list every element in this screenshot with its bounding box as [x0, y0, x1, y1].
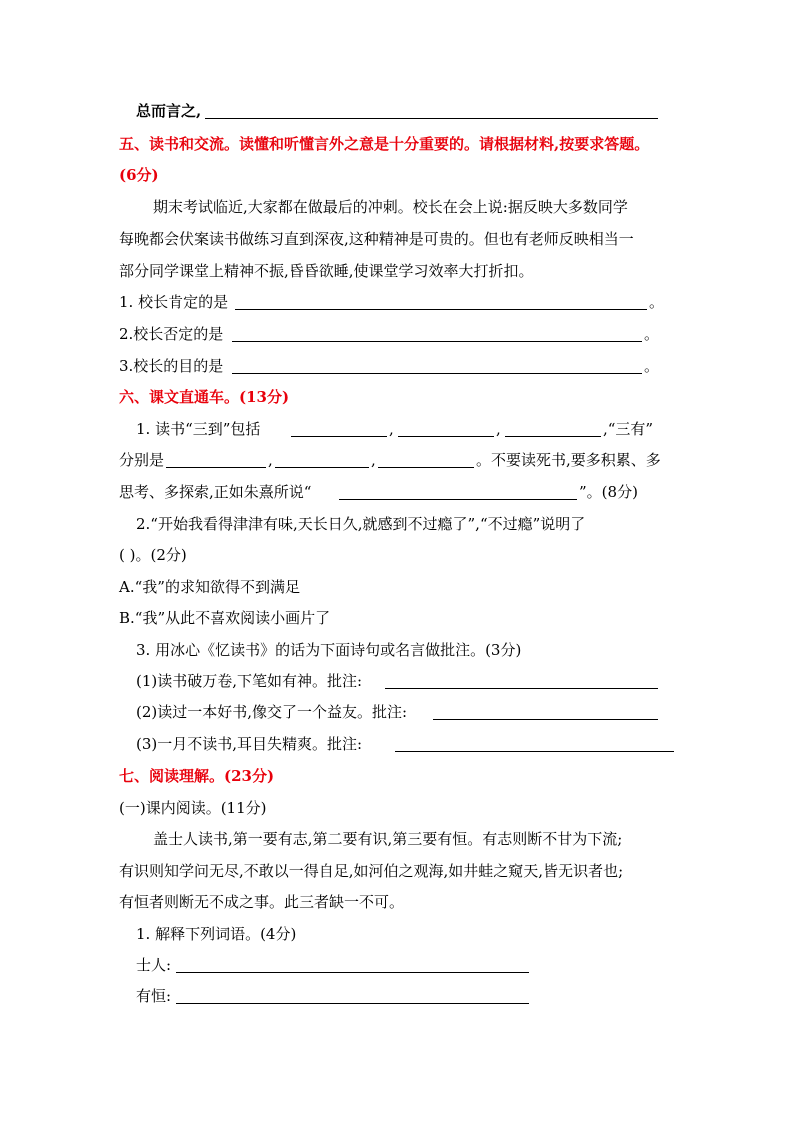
definition-blank[interactable]	[176, 957, 529, 973]
term-label: 有恒:	[136, 987, 172, 1005]
annotation-blank[interactable]	[395, 736, 674, 752]
question-text: 3. 用冰心《忆读书》的话为下面诗句或名言做批注。(3分)	[136, 641, 522, 659]
section7-passage-line-3	[0, 890, 793, 914]
section6-q3-item-3	[0, 732, 793, 756]
section5-passage-line-3	[0, 259, 793, 283]
passage-text: 每晚都会伏案读书做练习直到深夜,这种精神是可贵的。但也有老师反映相当一	[119, 230, 634, 248]
question-label: 3.校长的目的是	[119, 357, 224, 375]
section7-q1-term-2	[0, 984, 793, 1008]
section6-q2-option-b[interactable]	[0, 606, 793, 630]
question-end: 。	[644, 357, 660, 375]
summary-label: 总而言之,	[136, 102, 202, 120]
item-text: (2)读过一本好书,像交了一个益友。批注:	[136, 703, 408, 721]
section6-heading	[0, 385, 793, 409]
annotation-blank[interactable]	[385, 673, 658, 689]
passage-text: 盖士人读书,第一要有志,第二要有识,第三要有恒。有志则断不甘为下流;	[153, 830, 623, 848]
section6-q1-line-3	[0, 480, 793, 504]
comma-text: ,	[268, 451, 273, 469]
question-text: 分别是	[119, 451, 165, 469]
passage-text: 部分同学课堂上精神不振,昏昏欲睡,使课堂学习效率大打折扣。	[119, 262, 534, 280]
section7-q1-prompt	[0, 922, 793, 946]
question-text: 。不要读死书,要多积累、多	[476, 451, 661, 469]
section6-q3-item-2	[0, 700, 793, 724]
section5-heading-text: 五、读书和交流。读懂和听懂言外之意是十分重要的。请根据材料,按要求答题。	[119, 135, 650, 153]
section6-heading-text: 六、课文直通车。(13分)	[119, 388, 290, 406]
passage-text: 有恒者则断无不成之事。此三者缺一不可。	[119, 893, 405, 911]
option-text: A.“我”的求知欲得不到满足	[119, 578, 300, 596]
definition-blank[interactable]	[176, 988, 529, 1004]
section6-q3-item-1	[0, 669, 793, 693]
answer-blank[interactable]	[339, 484, 577, 500]
item-text: (1)读书破万卷,下笔如有神。批注:	[136, 672, 363, 690]
section5-score	[0, 163, 793, 187]
answer-blank[interactable]	[166, 452, 266, 468]
section6-q1-line-2	[0, 448, 793, 472]
question-label: 2.校长否定的是	[119, 325, 224, 343]
question-text: 思考、多探索,正如朱熹所说“	[119, 483, 312, 501]
question-text: 1. 解释下列词语。(4分)	[136, 925, 297, 943]
section5-question-3	[0, 354, 793, 378]
answer-blank[interactable]	[235, 294, 647, 310]
section6-q1-line-1	[0, 417, 793, 441]
question-end: 。	[644, 325, 660, 343]
answer-blank[interactable]	[232, 358, 642, 374]
question-text: ”。(8分)	[579, 483, 638, 501]
question-text: 2.“开始我看得津津有味,天长日久,就感到不过瘾了”,“不过瘾”说明了	[136, 515, 586, 533]
passage-text: 期末考试临近,大家都在做最后的冲刺。校长在会上说:据反映大多数同学	[153, 198, 628, 216]
section7-heading-text: 七、阅读理解。(23分)	[119, 767, 275, 785]
answer-blank[interactable]	[378, 452, 474, 468]
annotation-blank[interactable]	[433, 704, 658, 720]
answer-blank[interactable]	[232, 326, 642, 342]
section6-q2-line-1	[0, 512, 793, 536]
answer-blank[interactable]	[275, 452, 369, 468]
option-text: B.“我”从此不喜欢阅读小画片了	[119, 609, 331, 627]
summary-line	[0, 99, 793, 123]
question-end: 。	[649, 293, 665, 311]
section5-score-text: (6分)	[119, 166, 159, 184]
comma-text: ,	[496, 420, 501, 438]
passage-text: 有识则知学问无尽,不敢以一得自足,如河伯之观海,如井蛙之窥天,皆无识者也;	[119, 862, 624, 880]
section5-heading	[0, 132, 793, 156]
section7-sub-heading	[0, 796, 793, 820]
section6-q2-line-2	[0, 543, 793, 567]
question-label: 1. 校长肯定的是	[119, 293, 229, 311]
question-text: 1. 读书“三到”包括	[136, 420, 261, 438]
question-text: ( )。(2分)	[119, 546, 187, 564]
comma-text: ,	[389, 420, 394, 438]
sub-heading-text: (一)课内阅读。(11分)	[119, 799, 267, 817]
answer-blank[interactable]	[291, 421, 387, 437]
section6-q2-option-a[interactable]	[0, 575, 793, 599]
section5-passage-line-1	[0, 195, 793, 219]
question-text: ,“三有”	[603, 420, 654, 438]
section7-heading	[0, 764, 793, 788]
term-label: 士人:	[136, 956, 172, 974]
section5-question-2	[0, 322, 793, 346]
section5-passage-line-2	[0, 227, 793, 251]
section5-question-1	[0, 290, 793, 314]
item-text: (3)一月不读书,耳目失精爽。批注:	[136, 735, 363, 753]
summary-answer-blank[interactable]	[205, 103, 658, 119]
section7-passage-line-2	[0, 859, 793, 883]
section7-passage-line-1	[0, 827, 793, 851]
comma-text: ,	[371, 451, 376, 469]
section7-q1-term-1	[0, 953, 793, 977]
answer-blank[interactable]	[398, 421, 494, 437]
section6-q3-prompt	[0, 638, 793, 662]
answer-blank[interactable]	[505, 421, 601, 437]
